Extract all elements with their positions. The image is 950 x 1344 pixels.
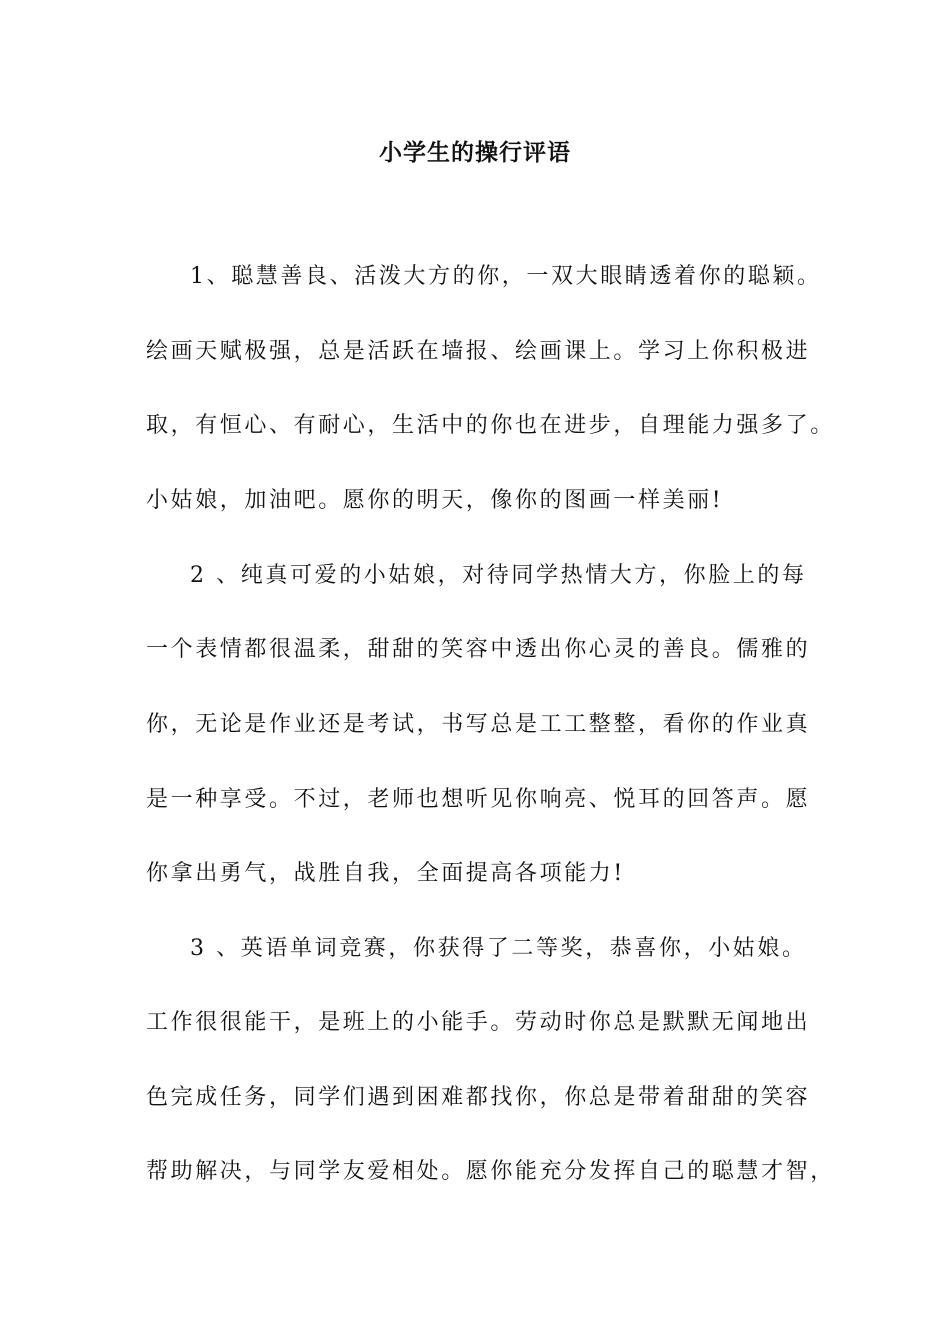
paragraph-3-line-3: 色完成任务，同学们遇到困难都找你，你总是带着甜甜的笑容 (146, 1085, 811, 1110)
paragraph-2-line-5: 你拿出勇气，战胜自我，全面提高各项能力! (146, 861, 625, 886)
paragraph-2-line-1: 2 、纯真可爱的小姑娘，对待同学热情大方，你脸上的每 (190, 563, 807, 588)
document-title: 小学生的操行评语 (379, 139, 571, 166)
paragraph-1-line-3: 取，有恒心、有耐心，生活中的你也在进步，自理能力强多了。 (146, 413, 835, 438)
paragraph-1-line-4: 小姑娘，加油吧。愿你的明天，像你的图画一样美丽! (146, 488, 724, 513)
paragraph-3-line-4: 帮助解决，与同学友爱相处。愿你能充分发挥自己的聪慧才智， (146, 1159, 835, 1184)
paragraph-2-line-2: 一个表情都很温柔，甜甜的笑容中透出你心灵的善良。儒雅的 (146, 637, 811, 662)
paragraph-3-line-2: 工作很很能干，是班上的小能手。劳动时你总是默默无闻地出 (146, 1010, 811, 1035)
paragraph-2-line-3: 你，无论是作业还是考试，书写总是工工整整，看你的作业真 (146, 712, 811, 737)
paragraph-1-line-2: 绘画天赋极强，总是活跃在墙报、绘画课上。学习上你积极进 (146, 339, 811, 364)
paragraph-2-line-4: 是一种享受。不过，老师也想听见你响亮、悦耳的回答声。愿 (146, 787, 811, 812)
paragraph-1-line-1: 1、聪慧善良、活泼大方的你，一双大眼睛透着你的聪颖。 (190, 264, 822, 289)
paragraph-3-line-1: 3 、英语单词竞赛，你获得了二等奖，恭喜你，小姑娘。 (190, 936, 807, 961)
